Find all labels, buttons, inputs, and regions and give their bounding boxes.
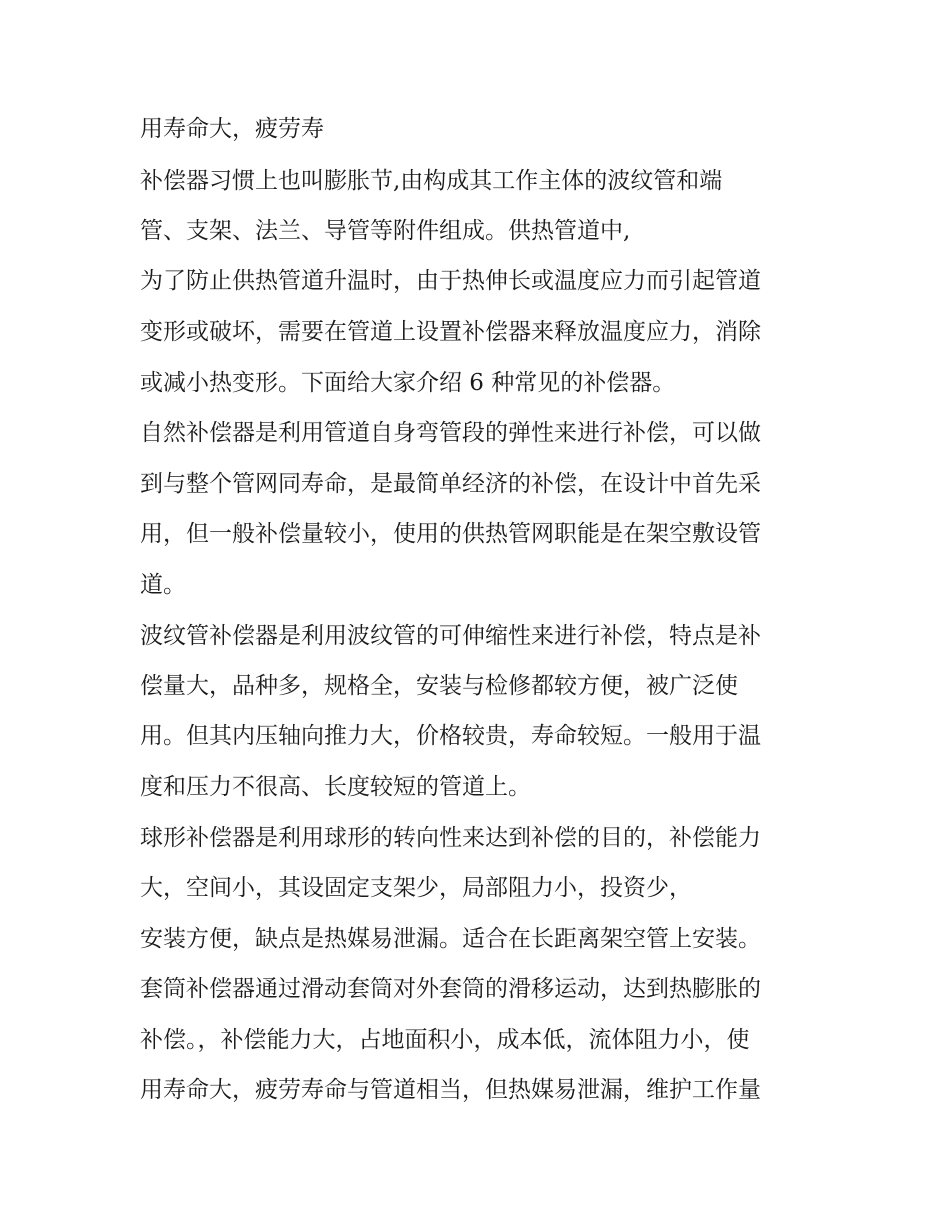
text-line: 大，空间小，其设固定支架少，局部阻力小，投资少， [140,875,692,901]
text-line: 为了防止供热管道升温时，由于热伸长或温度应力而引起管道 [140,268,761,294]
text-line: 偿量大，品种多，规格全，安装与检修都较方便，被广泛使 [140,673,738,699]
text-line: 球形补偿器是利用球形的转向性来达到补偿的目的，补偿能力 [140,825,761,851]
text-line: 用。但其内压轴向推力大，价格较贵，寿命较短。一般用于温 [140,723,761,749]
text-line: 度和压力不很高、长度较短的管道上。 [140,774,531,800]
text-line: 变形或破坏，需要在管道上设置补偿器来释放温度应力，消除 [140,319,761,345]
text-line: 自然补偿器是利用管道自身弯管段的弹性来进行补偿，可以做 [140,420,761,446]
text-line: 管、支架、法兰、导管等附件组成。供热管道中, [140,218,631,244]
text-line: 波纹管补偿器是利用波纹管的可伸缩性来进行补偿，特点是补 [140,623,761,649]
text-line: 套筒补偿器通过滑动套筒对外套筒的滑移运动，达到热膨胀的 [140,976,761,1002]
text-line: 用，但一般补偿量较小，使用的供热管网职能是在架空敷设管 [140,521,761,547]
text-line: 到与整个管网同寿命，是最简单经济的补偿，在设计中首先采 [140,471,761,497]
text-line: 补偿器习惯上也叫膨胀节,由构成其工作主体的波纹管和端 [140,168,723,194]
text-line: 用寿命大，疲劳寿 [140,116,324,142]
text-line: 道。 [140,572,186,598]
text-line: 补偿。，补偿能力大，占地面积小，成本低，流体阻力小，使 [140,1027,750,1053]
text-line: 用寿命大，疲劳寿命与管道相当，但热媒易泄漏，维护工作量 [140,1077,761,1103]
text-line: 或减小热变形。下面给大家介绍 6 种常见的补偿器。 [140,370,676,396]
text-line: 安装方便，缺点是热媒易泄漏。适合在长距离架空管上安装。 [140,926,761,952]
